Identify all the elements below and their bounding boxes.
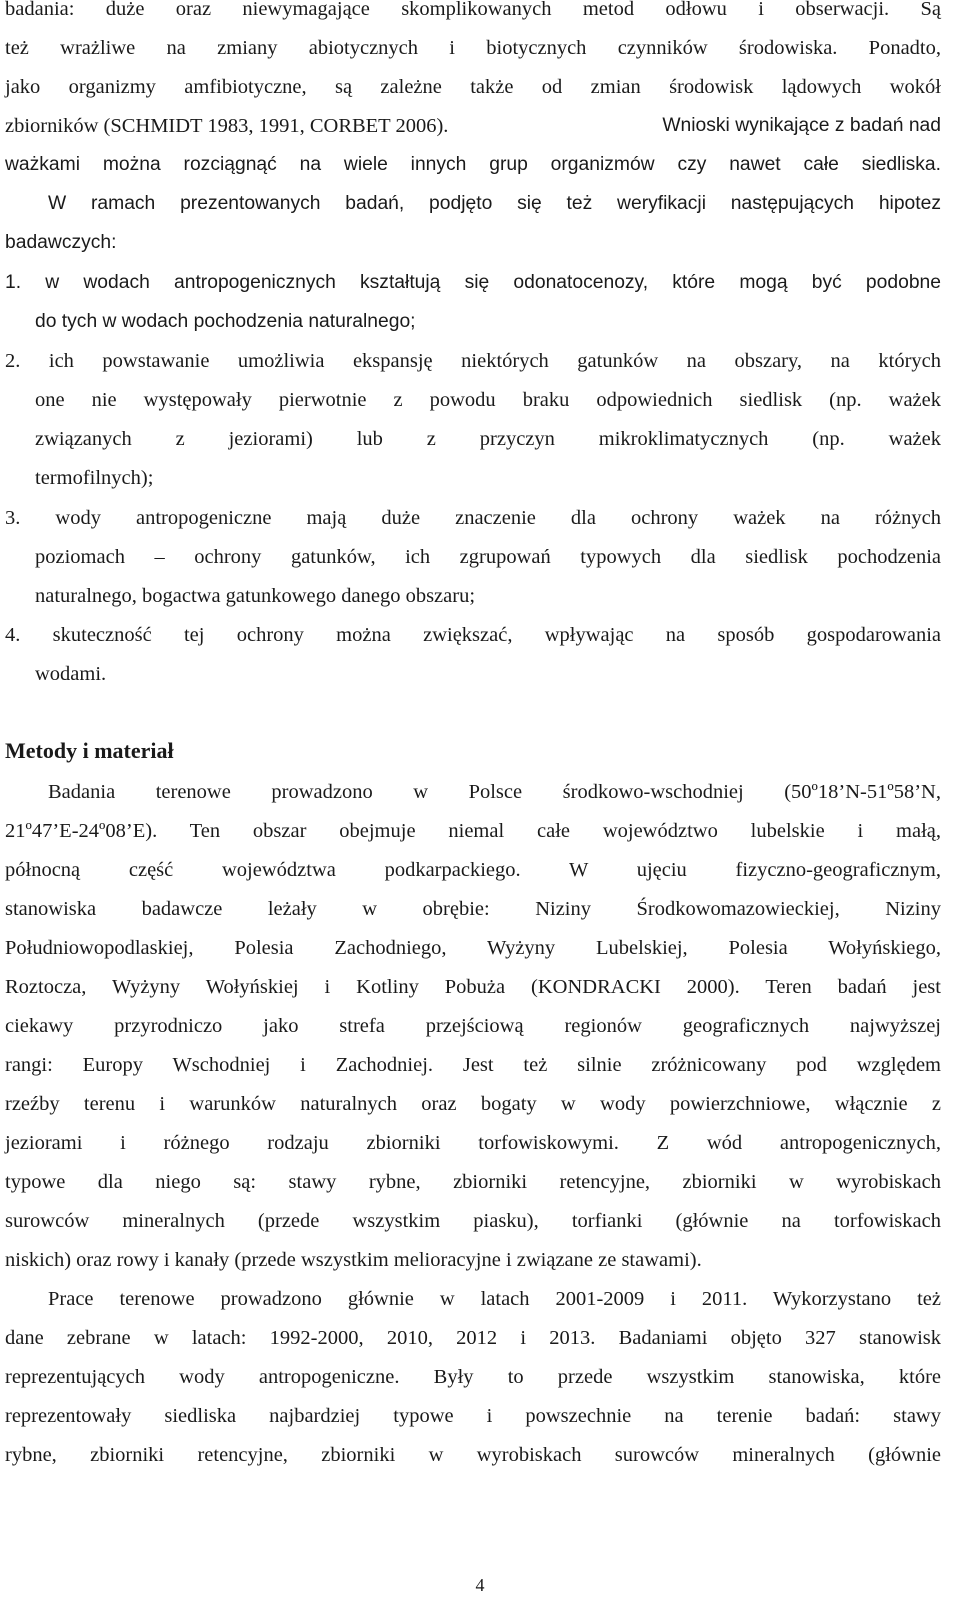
list-item-2-cont: związanych z jeziorami) lub z przyczyn mikroklimatycznych (np. ważek xyxy=(35,428,941,450)
list-item-1-cont: do tych w wodach pochodzenia naturalnego; xyxy=(35,311,416,332)
text-line: 21º47’E-24º08’E). Ten obszar obejmuje niemal całe województwo lubelskie i małą, xyxy=(5,820,941,842)
list-item-4-cont: wodami. xyxy=(35,663,107,685)
text-line: typowe dla niego są: stawy rybne, zbiorniki retencyjne, zbiorniki w wyrobiskach xyxy=(5,1171,941,1193)
text-line-mixed xyxy=(5,113,941,139)
text-line: jeziorami i różnego rodzaju zbiorniki torfowiskowymi. Z wód antropogenicznych, xyxy=(5,1132,941,1154)
text-fragment: Wnioski wynikające z badań nad xyxy=(662,115,941,136)
text-line: dane zebrane w latach: 1992-2000, 2010, 2012 i 2013. Badaniami objęto 327 stanowisk xyxy=(5,1327,941,1349)
text-line: stanowiska badawcze leżały w obrębie: Niziny Środkowomazowieckiej, Niziny xyxy=(5,898,941,920)
citation-text: zbiorników (SCHMIDT 1983, 1991, CORBET 2006). xyxy=(5,115,449,137)
text-line: rybne, zbiorniki retencyjne, zbiorniki w wyrobiskach surowców mineralnych (głównie xyxy=(5,1444,941,1466)
list-item-2: 2. ich powstawanie umożliwia ekspansję niektórych gatunków na obszary, na których xyxy=(5,350,941,372)
text-line: ważkami można rozciągnąć na wiele innych grup organizmów czy nawet całe siedliska. xyxy=(5,154,941,175)
text-line: północną część województwa podkarpackiego. W ujęciu fizyczno-geograficznym, xyxy=(5,859,941,881)
text-line: rzeźby terenu i warunków naturalnych oraz bogaty w wody powierzchniowe, włącznie z xyxy=(5,1093,941,1115)
text-line: ciekawy przyrodniczo jako strefa przejściową regionów geograficznych najwyższej xyxy=(5,1015,941,1037)
text-line: niskich) oraz rowy i kanały (przede wszystkim melioracyjne i związane ze stawami). xyxy=(5,1249,702,1271)
list-item-2-cont: one nie występowały pierwotnie z powodu braku odpowiednich siedlisk (np. ważek xyxy=(35,389,941,411)
text-line: badania: duże oraz niewymagające skomplikowanych metod odłowu i obserwacji. Są xyxy=(5,0,941,20)
section-heading: Metody i materiał xyxy=(5,738,174,763)
text-line: badawczych: xyxy=(5,232,117,253)
list-item-4: 4. skuteczność tej ochrony można zwiększać, wpływając na sposób gospodarowania xyxy=(5,624,941,646)
text-line: Prace terenowe prowadzono głównie w latach 2001-2009 i 2011. Wykorzystano też xyxy=(48,1288,941,1310)
list-item-3-cont: naturalnego, bogactwa gatunkowego danego obszaru; xyxy=(35,585,476,607)
text-line: Południowopodlaskiej, Polesia Zachodniego, Wyżyny Lubelskiej, Polesia Wołyńskiego, xyxy=(5,937,941,959)
text-line: reprezentujących wody antropogeniczne. Były to przede wszystkim stanowiska, które xyxy=(5,1366,941,1388)
list-item-2-cont: termofilnych); xyxy=(35,467,154,489)
text-line: W ramach prezentowanych badań, podjęto się też weryfikacji następujących hipotez xyxy=(48,193,941,214)
text-line: reprezentowały siedliska najbardziej typowe i powszechnie na terenie badań: stawy xyxy=(5,1405,941,1427)
list-item-3-cont: poziomach – ochrony gatunków, ich zgrupowań typowych dla siedlisk pochodzenia xyxy=(35,546,941,568)
list-item-3: 3. wody antropogeniczne mają duże znaczenie dla ochrony ważek na różnych xyxy=(5,507,941,529)
text-line: też wrażliwe na zmiany abiotycznych i biotycznych czynników środowiska. Ponadto, xyxy=(5,37,941,59)
text-line: Badania terenowe prowadzono w Polsce środkowo-wschodniej (50º18’N-51º58’N, xyxy=(48,781,941,803)
text-line: Roztocza, Wyżyny Wołyńskiej i Kotliny Pobuża (KONDRACKI 2000). Teren badań jest xyxy=(5,976,941,998)
text-line: surowców mineralnych (przede wszystkim piasku), torfianki (głównie na torfowiskach xyxy=(5,1210,941,1232)
text-line: rangi: Europy Wschodniej i Zachodniej. Jest też silnie zróżnicowany pod względem xyxy=(5,1054,941,1076)
list-item-1: 1. w wodach antropogenicznych kształtują się odonatocenozy, które mogą być podobne xyxy=(5,272,941,293)
text-line: jako organizmy amfibiotyczne, są zależne także od zmian środowisk lądowych wokół xyxy=(5,76,941,98)
page-number: 4 xyxy=(475,1575,485,1595)
